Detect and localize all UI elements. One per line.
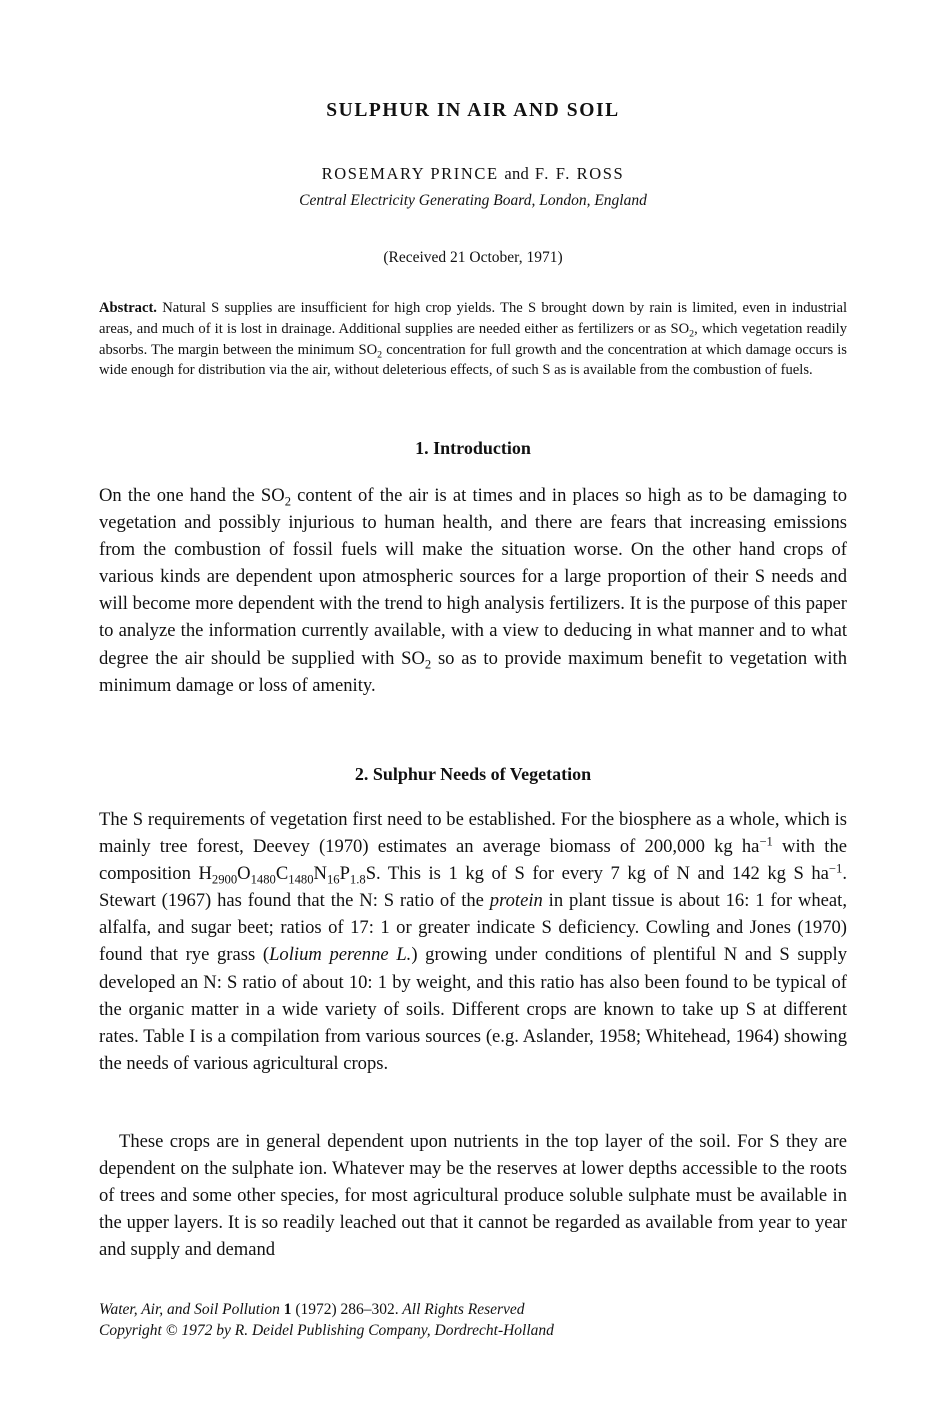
copyright-line: Copyright © 1972 by R. Deidel Publishing Company, Dordrecht-Holland <box>99 1321 554 1339</box>
formula-subscript: 1480 <box>250 872 276 887</box>
superscript: −1 <box>759 834 773 849</box>
italic-term: protein <box>489 890 543 912</box>
subscript: 2 <box>689 328 695 340</box>
journal-volume: 1 <box>283 1301 292 1318</box>
paragraph-text: in plant tissue is about 16: 1 for wheat, alfalfa, and sugar beet; ratios of 17: 1 or greater indicate S deficiency. Cowling and Jones (1970) found that rye grass ( <box>99 890 847 966</box>
abstract-text: concentration for full growth and the concentration at which damage occurs is wide enough for distribution via the air, without deleterious effects, of such S as is available from the combustion of fuels. <box>99 341 847 379</box>
journal-footer <box>99 1300 847 1341</box>
subscript: 2 <box>424 656 432 671</box>
citation-line <box>99 1300 847 1321</box>
abstract <box>99 298 847 381</box>
abstract-label: Abstract. <box>99 300 157 316</box>
formula-element: P <box>339 863 350 885</box>
rights-statement: All Rights Reserved <box>402 1301 525 1318</box>
paragraph-text: The S requirements of vegetation first need to be established. For the biosphere as a whole, which is mainly tree forest, Deevey (1970) estimates an average biomass of 200,000 kg ha <box>99 809 847 858</box>
journal-pages: (1972) 286–302. <box>295 1301 399 1318</box>
journal-name: Water, Air, and Soil Pollution <box>99 1301 280 1318</box>
paragraph-text: with the composition H <box>99 836 847 885</box>
author-line <box>0 164 946 184</box>
paragraph-text: ) growing under conditions of plentiful N and S supply developed an N: S ratio of about 10: 1 by weight, and this ratio has also been found to be typical of the organic matter in a wide variety of soils. Different crops are known to take up S at different rates. Table I is a compilation from various sources (e.g. Aslander, 1958; Whitehead, 1964) showing the needs of various agricultural crops. <box>99 944 847 1074</box>
soil-paragraph: These crops are in general dependent upon nutrients in the top layer of the soil. For S they are dependent on the sulphate ion. Whatever may be the reserves at lower depths accessible to the roots of trees and some other species, for most agricultural produce soluble sulphate must be available in the upper layers. It is so readily leached out that it cannot be regarded as available from year to year and supply and demand <box>99 1131 847 1261</box>
subscript: 2 <box>377 349 383 361</box>
formula-subscript: 1480 <box>288 872 314 887</box>
species-name: Lolium perenne L. <box>269 944 412 966</box>
abstract-text: Natural S supplies are insufficient for high crop yields. The S brought down by rain is limited, even in industrial areas, and much of it is lost in drainage. Additional supplies are needed either as fertilizers or as SO <box>99 300 847 337</box>
author-conjunction: and <box>504 164 530 183</box>
formula-subscript: 1.8 <box>349 872 366 887</box>
formula-element: N <box>313 863 327 885</box>
paper-title: SULPHUR IN AIR AND SOIL <box>326 100 620 121</box>
formula-subscript: 2900 <box>211 872 238 887</box>
paragraph-text: On the one hand the SO <box>99 485 285 506</box>
formula-element: O <box>237 863 251 885</box>
sulphur-needs-paragraph <box>99 806 847 1077</box>
paragraph-text: so as to provide maximum benefit to vegetation with minimum damage or loss of amenity. <box>99 647 847 696</box>
author-name: F. F. ROSS <box>534 164 625 183</box>
abstract-text: , which vegetation readily absorbs. The margin between the minimum SO <box>99 320 847 358</box>
superscript: −1 <box>828 861 843 876</box>
introduction-paragraph <box>99 482 847 699</box>
formula-subscript: 16 <box>326 872 340 887</box>
author-name: ROSEMARY PRINCE <box>321 164 499 183</box>
paragraph-text: content of the air is at times and in places so high as to be damaging to vegetation and possibly injurious to human health, and there are fears that increasing emissions from the combustion of fossil fuels will make the situation worse. On the other hand crops of various kinds are dependent upon atmospheric sources for a large proportion of their S needs and will become more dependent with the trend to high analysis fertilizers. It is the purpose of this paper to analyze the information currently available, with a view to deducing in what manner and to what degree the air should be supplied with SO <box>99 485 847 669</box>
formula-element: C <box>275 863 289 885</box>
subscript: 2 <box>284 494 292 509</box>
affiliation: Central Electricity Generating Board, London, England <box>299 192 647 209</box>
received-date: (Received 21 October, 1971) <box>383 249 563 266</box>
paragraph-text: S. This is 1 kg of S for every 7 kg of N and 142 kg S ha <box>365 863 829 885</box>
section-heading-sulphur-needs: 2. Sulphur Needs of Vegetation <box>354 764 592 784</box>
paragraph-text: . Stewart (1967) has found that the N: S ratio of the <box>99 863 848 912</box>
section-heading-introduction: 1. Introduction <box>415 438 531 458</box>
